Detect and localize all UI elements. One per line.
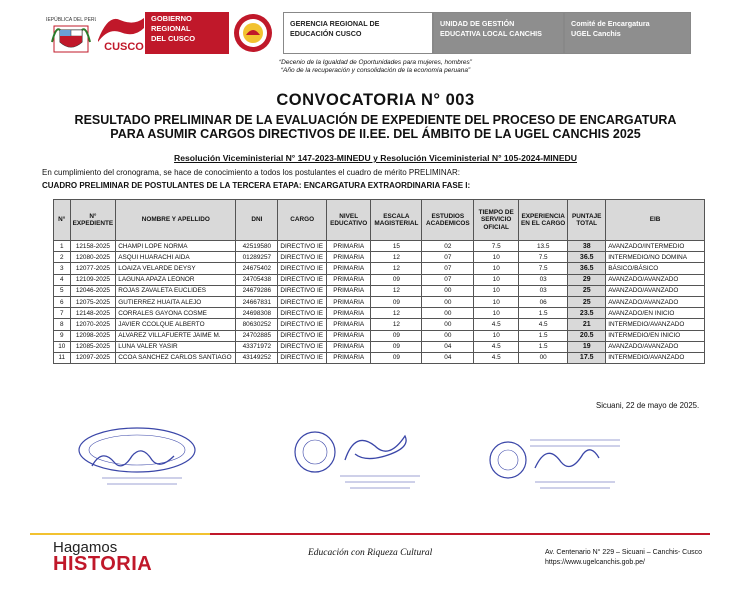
- table-row: [54, 319, 705, 330]
- footer-historia: HISTORIA: [53, 553, 153, 575]
- table-cell: 10: [474, 285, 519, 296]
- table-cell: CCOA SANCHEZ CARLOS SANTIAGO: [116, 352, 236, 363]
- decenio-line-2: “Año de la recuperación y consolidación de la economía peruana”: [280, 67, 471, 74]
- header-box-gerencia: [283, 12, 433, 54]
- table-row: [54, 296, 705, 307]
- footer-address: [545, 548, 702, 568]
- signature-stamp-2: [285, 420, 435, 498]
- table-cell: AVANZADO/INTERMEDIO: [606, 241, 705, 252]
- table-row: [54, 341, 705, 352]
- table-cell: AVANZADO/AVANZADO: [606, 341, 705, 352]
- table-cell: 10: [474, 252, 519, 263]
- table-cell: 24675402: [236, 263, 278, 274]
- table-cell: 4: [54, 274, 71, 285]
- table-cell: DIRECTIVO IE: [278, 330, 327, 341]
- table-cell: 09: [371, 341, 422, 352]
- table-cell: 12077-2025: [70, 263, 116, 274]
- header-box-ugel: [433, 12, 564, 54]
- decenio-line-1: “Decenio de la Igualdad de Oportunidades para mujeres, hombres”: [279, 59, 472, 66]
- table-cell: 07: [422, 263, 474, 274]
- table-row: [54, 352, 705, 363]
- table-cell: 6: [54, 296, 71, 307]
- table-cell: AVANZADO/AVANZADO: [606, 296, 705, 307]
- table-cell: 12097-2025: [70, 352, 116, 363]
- table-cell: 00: [422, 319, 474, 330]
- table-cell: 23.5: [568, 308, 606, 319]
- table-cell: INTERMEDIO/EN INICIO: [606, 330, 705, 341]
- table-cell: PRIMARIA: [326, 308, 371, 319]
- table-cell: 00: [422, 330, 474, 341]
- table-cell: DIRECTIVO IE: [278, 341, 327, 352]
- table-cell: DIRECTIVO IE: [278, 296, 327, 307]
- table-cell: 00: [422, 308, 474, 319]
- table-cell: 03: [519, 274, 568, 285]
- table-cell: 12: [371, 308, 422, 319]
- column-header: DNI: [236, 200, 278, 241]
- table-cell: 4.5: [474, 341, 519, 352]
- table-cell: PRIMARIA: [326, 341, 371, 352]
- table-cell: 01289257: [236, 252, 278, 263]
- table-cell: 7.5: [519, 263, 568, 274]
- table-cell: DIRECTIVO IE: [278, 319, 327, 330]
- table-cell: PRIMARIA: [326, 274, 371, 285]
- intro-text: En cumplimiento del cronograma, se hace de conocimiento a todos los postulantes el cuadro de mérito PRELIMINAR:: [42, 168, 460, 177]
- table-cell: 12: [371, 252, 422, 263]
- table-cell: AVANZADO/AVANZADO: [606, 285, 705, 296]
- table-cell: 24705438: [236, 274, 278, 285]
- table-cell: 10: [474, 263, 519, 274]
- table-cell: 1: [54, 241, 71, 252]
- table-cell: 24702885: [236, 330, 278, 341]
- comite-line-2: UGEL Canchis: [571, 29, 621, 38]
- table-cell: 8: [54, 319, 71, 330]
- table-cell: 36.5: [568, 263, 606, 274]
- table-cell: 4.5: [519, 319, 568, 330]
- peru-crest-logo: [46, 12, 96, 54]
- table-cell: 7.5: [519, 252, 568, 263]
- svg-text:REPÚBLICA DEL PERÚ: REPÚBLICA DEL PERÚ: [46, 17, 96, 23]
- table-cell: 3: [54, 263, 71, 274]
- column-header: EXPERIENCIA EN EL CARGO: [519, 200, 568, 241]
- footer-divider: [30, 523, 710, 527]
- table-cell: 19: [568, 341, 606, 352]
- table-cell: 12148-2025: [70, 308, 116, 319]
- footer-hagamos: Hagamos: [53, 539, 118, 556]
- cusco-region-logo: [96, 12, 146, 54]
- signature-stamp-1: [62, 420, 212, 498]
- gre-seal-logo: [232, 13, 274, 53]
- table-cell: 12085-2025: [70, 341, 116, 352]
- table-cell: 42519580: [236, 241, 278, 252]
- table-cell: LAGUNA APAZA LEONOR: [116, 274, 236, 285]
- column-header: ESCALA MAGISTERIAL: [371, 200, 422, 241]
- table-cell: 5: [54, 285, 71, 296]
- table-cell: 10: [474, 308, 519, 319]
- table-cell: 07: [422, 252, 474, 263]
- table-cell: GUTIERREZ HUAITA ALEJO: [116, 296, 236, 307]
- table-cell: 11: [54, 352, 71, 363]
- table-cell: 00: [422, 296, 474, 307]
- table-cell: 7: [54, 308, 71, 319]
- table-cell: 10: [474, 296, 519, 307]
- table-cell: 03: [519, 285, 568, 296]
- table-cell: INTERMEDIO/AVANZADO: [606, 319, 705, 330]
- ugel-line-1: UNIDAD DE GESTIÓN: [440, 19, 515, 28]
- gobierno-regional-band: [145, 12, 229, 54]
- column-header: ESTUDIOS ACADEMICOS: [422, 200, 474, 241]
- website-link[interactable]: https://www.ugelcanchis.gob.pe/: [545, 559, 646, 566]
- table-cell: 1.5: [519, 308, 568, 319]
- table-cell: 4.5: [474, 319, 519, 330]
- table-cell: AVANZADO/EN INICIO: [606, 308, 705, 319]
- column-header: EIB: [606, 200, 705, 241]
- table-cell: INTERMEDIO/NO DOMINA: [606, 252, 705, 263]
- table-cell: CHAMPI LOPE NORMA: [116, 241, 236, 252]
- column-header: N°: [54, 200, 71, 241]
- footer-slogan: Educación con Riqueza Cultural: [308, 548, 433, 558]
- table-cell: CORRALES GAYONA COSME: [116, 308, 236, 319]
- table-cell: DIRECTIVO IE: [278, 274, 327, 285]
- table-cell: 09: [371, 330, 422, 341]
- table-cell: 2: [54, 252, 71, 263]
- table-cell: DIRECTIVO IE: [278, 241, 327, 252]
- table-cell: 20.5: [568, 330, 606, 341]
- table-cell: 12098-2025: [70, 330, 116, 341]
- table-cell: DIRECTIVO IE: [278, 352, 327, 363]
- table-cell: PRIMARIA: [326, 319, 371, 330]
- table-cell: LUNA VALER YASIR: [116, 341, 236, 352]
- address-line: Av. Centenario N° 229 – Sicuani – Canchis- Cusco: [545, 549, 703, 556]
- column-header: PUNTAJE TOTAL: [568, 200, 606, 241]
- table-cell: 24667831: [236, 296, 278, 307]
- table-row: [54, 241, 705, 252]
- table-cell: 04: [422, 352, 474, 363]
- table-cell: 4.5: [474, 352, 519, 363]
- column-header: CARGO: [278, 200, 327, 241]
- gerencia-line-2: EDUCACIÓN CUSCO: [290, 29, 362, 38]
- table-cell: LOAIZA VELARDE DEYSY: [116, 263, 236, 274]
- table-cell: PRIMARIA: [326, 352, 371, 363]
- table-row: [54, 274, 705, 285]
- table-cell: 12075-2025: [70, 296, 116, 307]
- resolution-reference: Resolución Viceministerial N° 147-2023-MINEDU y Resolución Viceministerial N° 105-2024-MINEDU: [174, 153, 577, 163]
- document-date: Sicuani, 22 de mayo de 2025.: [596, 401, 700, 410]
- table-cell: 38: [568, 241, 606, 252]
- gerencia-line-1: GERENCIA REGIONAL DE: [290, 19, 380, 28]
- table-cell: PRIMARIA: [326, 330, 371, 341]
- table-row: [54, 285, 705, 296]
- table-cell: DIRECTIVO IE: [278, 263, 327, 274]
- table-cell: PRIMARIA: [326, 252, 371, 263]
- table-cell: 10: [474, 330, 519, 341]
- table-cell: 10: [474, 274, 519, 285]
- table-cell: 1.5: [519, 341, 568, 352]
- table-cell: ROJAS ZAVALETA EUCLIDES: [116, 285, 236, 296]
- signature-stamp-3: [480, 420, 630, 498]
- table-cell: PRIMARIA: [326, 241, 371, 252]
- decenio-slogans: [0, 59, 751, 75]
- table-cell: 25: [568, 285, 606, 296]
- table-cell: 12109-2025: [70, 274, 116, 285]
- column-header: N° EXPEDIENTE: [70, 200, 116, 241]
- table-cell: DIRECTIVO IE: [278, 252, 327, 263]
- table-cell: 17.5: [568, 352, 606, 363]
- column-header: NOMBRE Y APELLIDO: [116, 200, 236, 241]
- page-title: CONVOCATORIA N° 003: [276, 91, 475, 109]
- table-cell: ASQUI HUARACHI AIDA: [116, 252, 236, 263]
- table-cell: AVANZADO/AVANZADO: [606, 274, 705, 285]
- subtitle-line-2: PARA ASUMIR CARGOS DIRECTIVOS DE II.EE. DEL ÁMBITO DE LA UGEL CANCHIS 2025: [110, 127, 641, 141]
- svg-text:CUSCO: CUSCO: [104, 41, 144, 53]
- band-line-3: DEL CUSCO: [151, 34, 196, 43]
- band-line-2: REGIONAL: [151, 24, 191, 33]
- table-cell: BÁSICO/BÁSICO: [606, 263, 705, 274]
- table-row: [54, 263, 705, 274]
- table-cell: JAVIER CCOLQUE ALBERTO: [116, 319, 236, 330]
- table-cell: ALVAREZ VILLAFUERTE JAIME M.: [116, 330, 236, 341]
- table-cell: 07: [422, 274, 474, 285]
- document-subtitle: [0, 113, 751, 141]
- table-cell: PRIMARIA: [326, 285, 371, 296]
- table-cell: 1.5: [519, 330, 568, 341]
- column-header: TIEMPO DE SERVICIO OFICIAL: [474, 200, 519, 241]
- table-cell: 06: [519, 296, 568, 307]
- table-cell: 09: [371, 274, 422, 285]
- table-cell: PRIMARIA: [326, 263, 371, 274]
- table-cell: 13.5: [519, 241, 568, 252]
- table-cell: 36.5: [568, 252, 606, 263]
- table-title: CUADRO PRELIMINAR DE POSTULANTES DE LA TERCERA ETAPA: ENCARGATURA EXTRAORDINARIA FASE I:: [42, 181, 471, 190]
- column-header: NIVEL EDUCATIVO: [326, 200, 371, 241]
- table-cell: 12: [371, 285, 422, 296]
- table-cell: 7.5: [474, 241, 519, 252]
- table-cell: 21: [568, 319, 606, 330]
- table-cell: 12046-2025: [70, 285, 116, 296]
- table-cell: 25: [568, 296, 606, 307]
- table-cell: 12070-2025: [70, 319, 116, 330]
- table-cell: 24679286: [236, 285, 278, 296]
- table-cell: 10: [54, 341, 71, 352]
- table-cell: DIRECTIVO IE: [278, 285, 327, 296]
- table-cell: 12: [371, 263, 422, 274]
- table-row: [54, 330, 705, 341]
- table-cell: 00: [422, 285, 474, 296]
- table-cell: 12: [371, 319, 422, 330]
- table-cell: 29: [568, 274, 606, 285]
- table-cell: 00: [519, 352, 568, 363]
- table-cell: 12080-2025: [70, 252, 116, 263]
- table-cell: 9: [54, 330, 71, 341]
- table-cell: DIRECTIVO IE: [278, 308, 327, 319]
- band-line-1: GOBIERNO: [151, 14, 192, 23]
- table-cell: 12158-2025: [70, 241, 116, 252]
- table-header-row: [54, 200, 705, 241]
- table-cell: 80630252: [236, 319, 278, 330]
- table-cell: 09: [371, 296, 422, 307]
- table-cell: INTERMEDIO/AVANZADO: [606, 352, 705, 363]
- results-table: [53, 199, 705, 364]
- table-cell: 43371972: [236, 341, 278, 352]
- table-cell: 04: [422, 341, 474, 352]
- table-cell: 24698308: [236, 308, 278, 319]
- table-cell: 15: [371, 241, 422, 252]
- table-row: [54, 308, 705, 319]
- ugel-line-2: EDUCATIVA LOCAL CANCHIS: [440, 29, 542, 38]
- table-cell: PRIMARIA: [326, 296, 371, 307]
- table-cell: 43149252: [236, 352, 278, 363]
- comite-line-1: Comité de Encargatura: [571, 19, 650, 28]
- table-row: [54, 252, 705, 263]
- subtitle-line-1: RESULTADO PRELIMINAR DE LA EVALUACIÓN DE EXPEDIENTE DEL PROCESO DE ENCARGATURA: [74, 113, 677, 127]
- table-cell: 02: [422, 241, 474, 252]
- table-cell: 09: [371, 352, 422, 363]
- header-box-comite: [564, 12, 691, 54]
